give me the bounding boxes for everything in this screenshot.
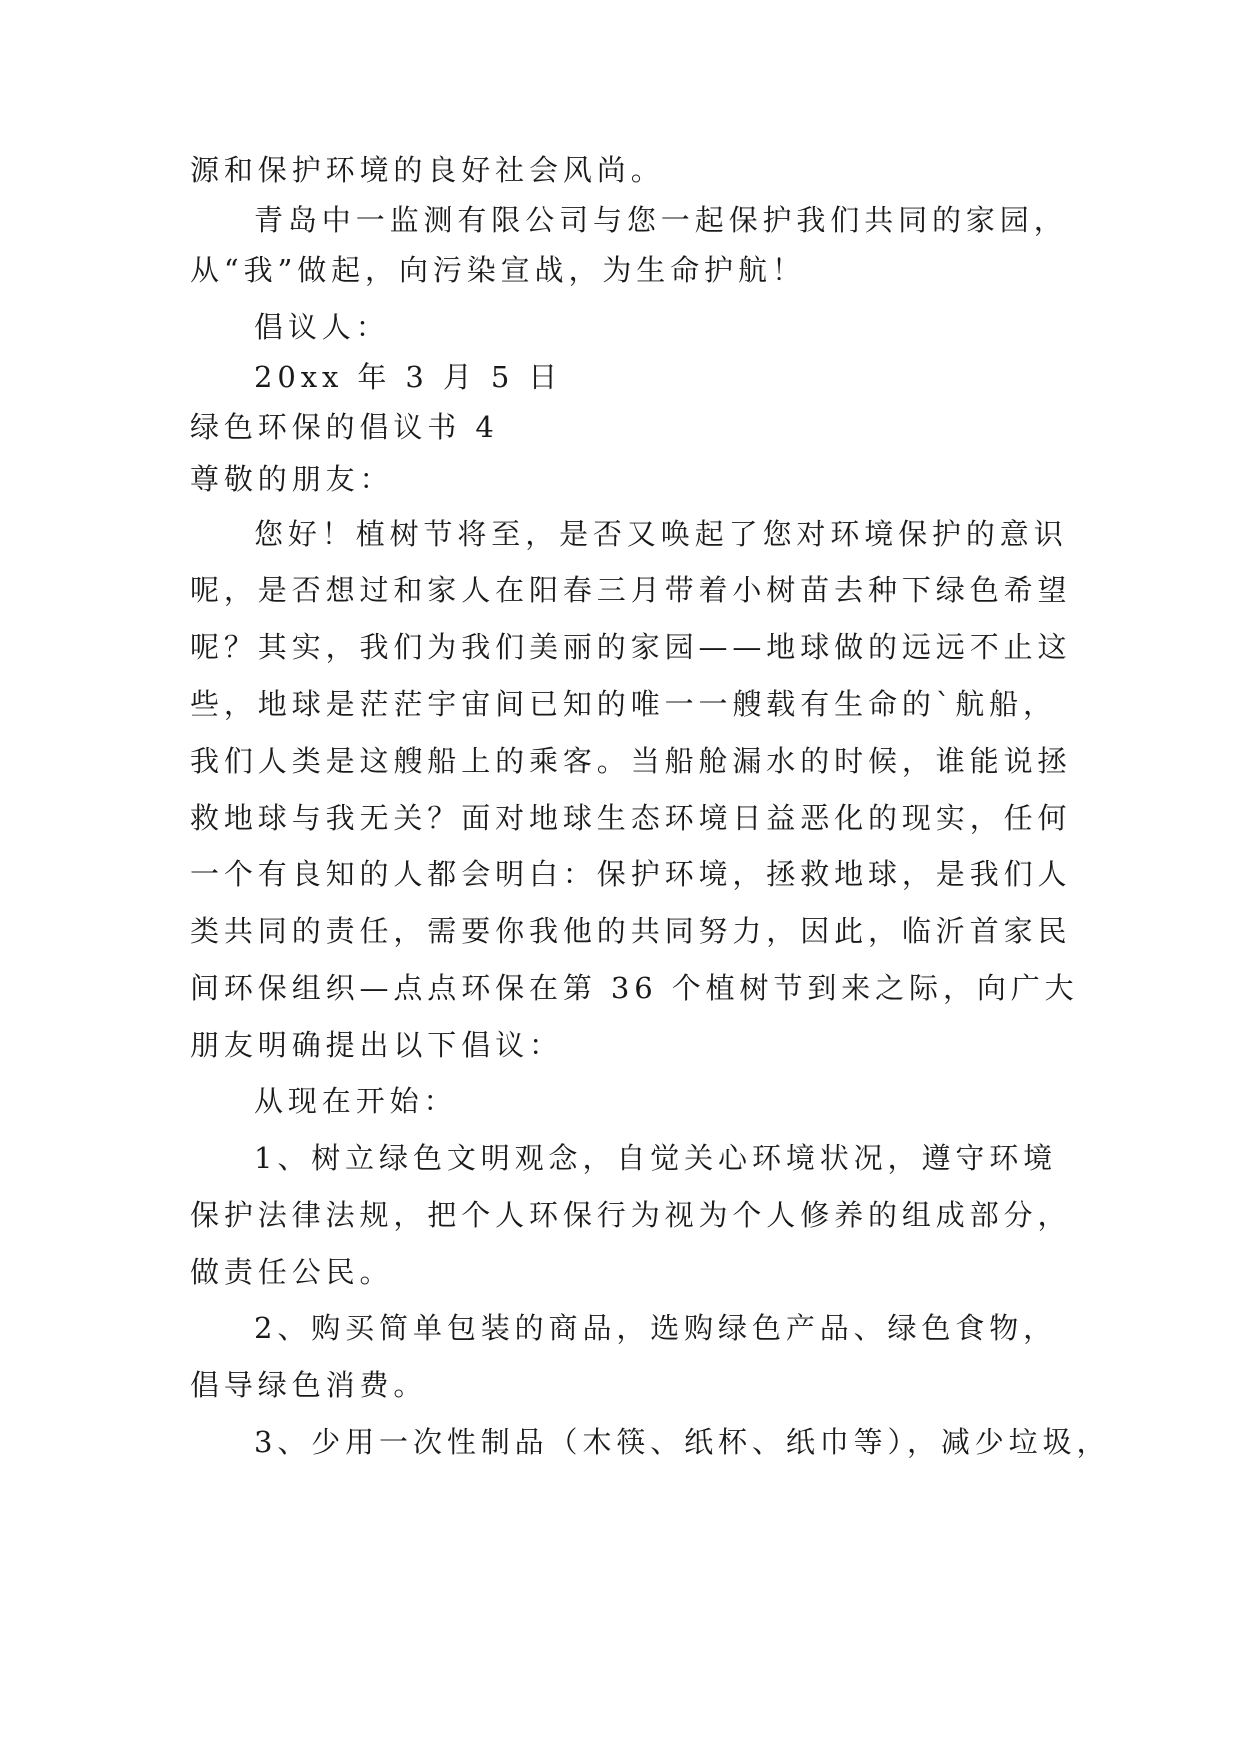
section-title: 绿色环保的倡议书 4 [190,410,499,444]
salutation: 尊敬的朋友： [190,462,394,496]
text-line: 呢？其实，我们为我们美丽的家园——地球做的远远不止这 [190,630,1072,664]
text-line: 保护法律法规，把个人环保行为视为个人修养的组成部分， [190,1198,1072,1232]
text-line: 我们人类是这艘船上的乘客。当船舱漏水的时候，谁能说拯 [190,744,1072,778]
signatory-label: 倡议人： [254,310,390,344]
text-line: 青岛中一监测有限公司与您一起保护我们共同的家园， [254,203,1068,237]
text-line: 倡导绿色消费。 [190,1368,428,1402]
list-item: 1、树立绿色文明观念，自觉关心环境状况，遵守环境 [254,1141,1058,1175]
text-line: 源和保护环境的良好社会风尚。 [190,153,665,187]
text-line: 类共同的责任，需要你我他的共同努力，因此，临沂首家民 [190,914,1072,948]
text-line: 从现在开始： [254,1084,458,1118]
text-line: 从“我”做起，向污染宣战，为生命护航！ [190,253,806,287]
date-line: 20xx 年 3 月 5 日 [254,360,563,394]
text-line: 些，地球是茫茫宇宙间已知的唯一一艘载有生命的`航船， [190,687,1057,721]
text-line: 间环保组织—点点环保在第 36 个植树节到来之际，向广大 [190,971,1079,1005]
list-item: 3、少用一次性制品（木筷、纸杯、纸巾等），减少垃圾， [254,1425,1111,1459]
text-line: 您好！植树节将至，是否又唤起了您对环境保护的意识 [254,517,1068,551]
text-line: 呢，是否想过和家人在阳春三月带着小树苗去种下绿色希望 [190,573,1072,607]
text-line: 一个有良知的人都会明白：保护环境，拯救地球，是我们人 [190,857,1072,891]
text-line: 救地球与我无关？面对地球生态环境日益恶化的现实，任何 [190,801,1072,835]
list-item: 2、购买简单包装的商品，选购绿色产品、绿色食物， [254,1311,1058,1345]
text-line: 做责任公民。 [190,1255,394,1289]
text-line: 朋友明确提出以下倡议： [190,1028,563,1062]
